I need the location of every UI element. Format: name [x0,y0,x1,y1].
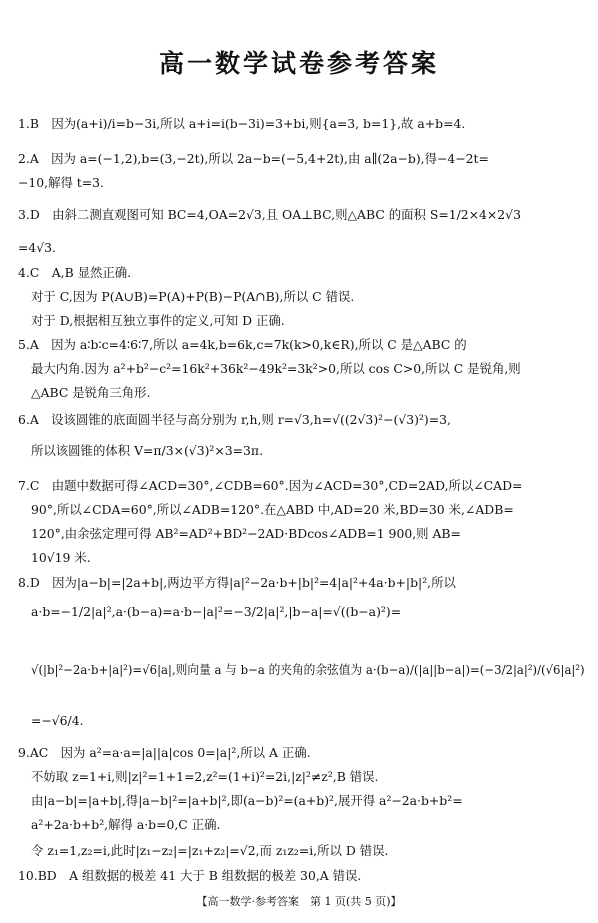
answer-line: 3.D 由斜二测直观图可知 BC=4,OA=2√3,且 OA⊥BC,则△ABC 的面积 S=1/2×4×2√3 [18,207,521,222]
answer-line: 2.A 因为 a=(−1,2),b=(3,−2t),所以 2a−b=(−5,4+2t),由 a∥(2a−b),得−4−2t= [18,151,489,166]
answer-line: 10√19 米. [31,550,91,565]
answer-line: 4.C A,B 显然正确. [18,265,132,280]
answer-line: 不妨取 z=1+i,则|z|²=1+1=2,z²=(1+i)²=2i,|z|²≠z²,B 错误. [31,769,379,784]
answer-line: 最大内角.因为 a²+b²−c²=16k²+36k²−49k²=3k²>0,所以 cos C>0,所以 C 是锐角,则 [31,361,521,376]
answer-line: 90°,所以∠CDA=60°,所以∠ADB=120°.在△ABD 中,AD=20 米,BD=30 米,∠ADB= [31,502,514,517]
answer-line: 8.D 因为|a−b|=|2a+b|,两边平方得|a|²−2a·b+|b|²=4|a|²+4a·b+|b|²,所以 [18,575,456,590]
answer-line: 120°,由余弦定理可得 AB²=AD²+BD²−2AD·BDcos∠ADB=1 900,则 AB= [31,526,461,541]
answer-line: √(|b|²−2a·b+|a|²)=√6|a|,则向量 a 与 b−a 的夹角的余弦值为 a·(b−a)/(|a||b−a|)=(−3/2|a|²)/(√6|a|²) [31,662,585,677]
answer-line: 令 z₁=1,z₂=i,此时|z₁−z₂|=|z₁+z₂|=√2,而 z₁z₂=i,所以 D 错误. [31,843,389,858]
answer-line: 7.C 由题中数据可得∠ACD=30°,∠CDB=60°.因为∠ACD=30°,CD=2AD,所以∠CAD= [18,478,523,493]
page-title: 高一数学试卷参考答案 [158,49,439,78]
answer-line: 对于 D,根据相互独立事件的定义,可知 D 正确. [31,313,285,328]
answer-line: 对于 C,因为 P(A∪B)=P(A)+P(B)−P(A∩B),所以 C 错误. [31,289,355,304]
answer-line: △ABC 是锐角三角形. [31,385,151,400]
answer-line: =4√3. [18,240,56,255]
answer-line: 5.A 因为 a∶b∶c=4∶6∶7,所以 a=4k,b=6k,c=7k(k>0,k∈R),所以 C 是△ABC 的 [18,337,467,352]
answer-line: −10,解得 t=3. [18,175,104,190]
answer-line: 1.B 因为(a+i)/i=b−3i,所以 a+i=i(b−3i)=3+bi,则{a=3, b=1},故 a+b=4. [18,116,466,131]
page-footer: 【高一数学·参考答案 第 1 页(共 5 页)】 [196,895,402,908]
answer-line: 所以该圆锥的体积 V=π/3×(√3)²×3=3π. [31,443,264,458]
answer-line: a²+2a·b+b²,解得 a·b=0,C 正确. [31,817,221,832]
answer-line: a·b=−1/2|a|²,a·(b−a)=a·b−|a|²=−3/2|a|²,|b−a|=√((b−a)²)= [31,604,402,619]
answer-line: 9.AC 因为 a²=a·a=|a||a|cos 0=|a|²,所以 A 正确. [18,745,311,760]
answer-line: 6.A 设该圆锥的底面圆半径与高分别为 r,h,则 r=√3,h=√((2√3)²−(√3)²)=3, [18,412,451,427]
answer-line: 由|a−b|=|a+b|,得|a−b|²=|a+b|²,即(a−b)²=(a+b)²,展开得 a²−2a·b+b²= [31,793,463,808]
answer-line: 10.BD A 组数据的极差 41 大于 B 组数据的极差 30,A 错误. [18,868,362,883]
answer-line: =−√6/4. [31,713,84,728]
